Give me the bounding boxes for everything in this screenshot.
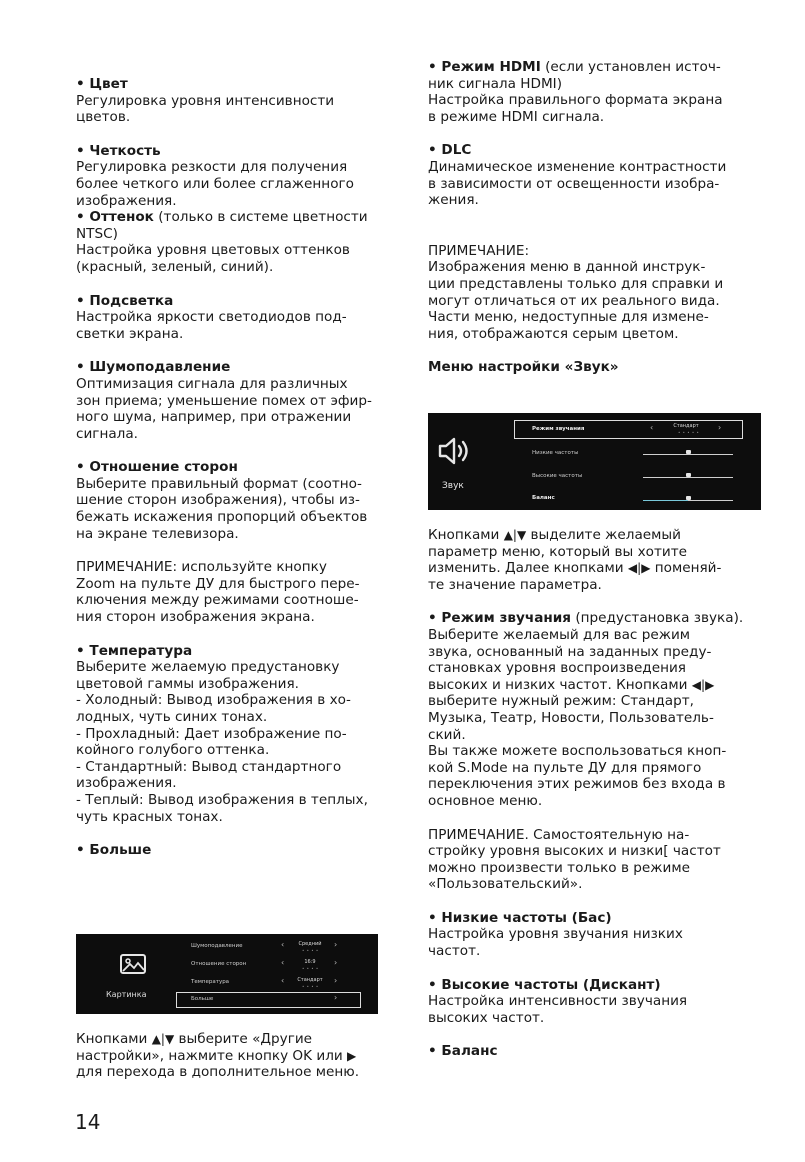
nav-text-4: для перехода в дополнительное меню. xyxy=(76,1064,360,1081)
picture-menu-label: Картинка xyxy=(106,990,147,999)
heading-backlight: • Подсветка xyxy=(76,292,174,309)
sound-row-mode-value: Стандарт xyxy=(673,423,699,429)
sound-menu-heading: Меню настройки «Звук» xyxy=(428,359,619,376)
section-note-user xyxy=(428,827,758,893)
picture-menu-panel xyxy=(76,934,378,1014)
value-dots: • • • • xyxy=(302,984,319,989)
picture-row-aspect-label[interactable]: Отношение сторон xyxy=(191,961,247,967)
heading-tint xyxy=(76,209,398,226)
picture-row-noise-label[interactable]: Шумоподавление xyxy=(191,943,243,949)
heading-balance: • Баланс xyxy=(428,1043,498,1060)
section-color xyxy=(76,76,398,126)
heading-bass: • Низкие частоты (Бас) xyxy=(428,909,612,926)
right-column-lower xyxy=(428,527,758,1077)
section-sound-mode xyxy=(428,610,758,809)
text-backlight: Настройка яркости светодиодов под- светки экрана. xyxy=(76,309,347,342)
picture-row-noise-value: Средний xyxy=(298,941,322,947)
heading-color: • Цвет xyxy=(76,76,128,92)
sound-menu-panel xyxy=(428,413,761,510)
value-dots: • • • • xyxy=(302,966,319,971)
text-sound-mode-1a: Выберите желаемый для вас режим звука, основанный на заданных преду- становках уровня воспроизведения высоких и низких частот. Кнопками xyxy=(428,626,712,693)
left-column xyxy=(76,76,398,876)
chevron-right-icon[interactable]: › xyxy=(334,940,338,949)
text-sharpness: Регулировка резкости для получения более четкого или более сглаженного изображения. xyxy=(76,159,354,209)
treble-slider[interactable] xyxy=(643,477,733,478)
chevron-right-icon[interactable]: › xyxy=(334,976,338,985)
bass-slider-knob[interactable] xyxy=(686,450,691,454)
sound-row-treble-label[interactable]: Высокие частоты xyxy=(532,473,583,479)
heading-temperature: • Температура xyxy=(76,642,193,659)
text-color: Регулировка уровня интенсивности цветов. xyxy=(76,92,335,126)
section-noise xyxy=(76,359,398,442)
snd-nav-2: выделите желаемый xyxy=(526,527,681,543)
picture-row-temperature-label[interactable]: Температура xyxy=(191,979,230,985)
value-dots: • • • • xyxy=(302,948,319,953)
heading-hdmi xyxy=(428,59,758,76)
text-sound-mode-1 xyxy=(428,627,758,693)
text-hdmi: ник сигнала HDMI) Настройка правильного формата экрана в режиме HDMI сигнала. xyxy=(428,75,723,125)
nav-text-3: настройки», нажмите кнопку OK или xyxy=(76,1047,348,1064)
chevron-right-icon[interactable]: › xyxy=(718,423,722,432)
heading-hdmi-title: • Режим HDMI xyxy=(428,59,541,75)
chevron-left-icon[interactable]: ‹ xyxy=(650,423,654,432)
leftright-arrows-icon: ◀|▶ xyxy=(691,677,715,692)
nav-text-1: Кнопками xyxy=(76,1031,152,1047)
heading-dlc: • DLC xyxy=(428,142,472,159)
bass-slider[interactable] xyxy=(643,454,733,455)
sound-row-bass-label[interactable]: Низкие частоты xyxy=(532,450,579,456)
heading-treble: • Высокие частоты (Дискант) xyxy=(428,976,661,993)
heading-aspect: • Отношение сторон xyxy=(76,459,238,476)
section-sharpness xyxy=(76,143,398,209)
heading-sound-mode-rest: (предустановка звука). xyxy=(571,610,744,627)
text-aspect: Выберите правильный формат (соотно- шение сторон изображения), чтобы из- бежать искажения пропорций объектов на экране телевизора. xyxy=(76,475,368,542)
chevron-right-icon[interactable]: › xyxy=(334,958,338,967)
section-backlight xyxy=(76,293,398,343)
text-tint: NTSC) Настройка уровня цветовых оттенков (красный, зеленый, синий). xyxy=(76,225,350,275)
text-sound-mode-2: выберите нужный режим: Стандарт, Музыка, Театр, Новости, Пользователь- ский. Вы также можете воспользоваться кноп- кой S.Mode на пульте ДУ для прямого переключения этих режимов без входа в основное меню. xyxy=(428,693,727,809)
heading-more: • Больше xyxy=(76,842,152,859)
text-temperature: Выберите желаемую предустановку цветовой гаммы изображения. - Холодный: Вывод изображения в хо- лодных, чуть синих тонах. - Прохладный: Дает изображение по- койного голубого оттенка. - Стандартный: Вывод стандартного изображения. - Теплый: Вывод изображения в теплых, чуть красных тонах. xyxy=(76,659,368,825)
balance-slider-right[interactable] xyxy=(688,500,733,501)
text-note-menus: ПРИМЕЧАНИЕ: Изображения меню в данной инструк- ции представлены только для справки и могут отличаться от их реального вида. Части меню, недоступные для измене- ния, отображаются серым цветом. xyxy=(428,242,724,342)
nav-text-2: выберите «Другие xyxy=(174,1031,313,1047)
snd-nav-5: поменяй- xyxy=(650,560,722,577)
section-temperature xyxy=(76,643,398,826)
balance-slider-knob[interactable] xyxy=(686,496,691,500)
picture-nav-instructions xyxy=(76,1031,398,1081)
balance-slider-left[interactable] xyxy=(643,500,688,501)
heading-hdmi-rest: (если установлен источ- xyxy=(540,59,721,75)
text-note-user: ПРИМЕЧАНИЕ. Самостоятельную на- стройку уровня высоких и низки[ частот можно произвести только в режиме «Пользовательский». xyxy=(428,826,721,893)
text-bass: Настройка уровня звучания низких частот. xyxy=(428,926,683,960)
page-number: 14 xyxy=(75,1110,101,1134)
snd-nav-1: Кнопками xyxy=(428,527,504,543)
text-noise: Оптимизация сигнала для различных зон приема; уменьшение помех от эфир- ного шума, например, при отражении сигнала. xyxy=(76,375,372,442)
right-column xyxy=(428,59,758,393)
heading-sound-mode xyxy=(428,610,758,627)
updown-arrows-icon: ▲|▼ xyxy=(151,1032,175,1046)
sound-menu-label: Звук xyxy=(442,481,464,491)
section-dlc xyxy=(428,142,758,208)
section-more xyxy=(76,842,398,859)
sound-row-balance-label[interactable]: Баланс xyxy=(532,495,555,501)
snd-nav-4: изменить. Далее кнопками xyxy=(428,560,628,577)
chevron-left-icon[interactable]: ‹ xyxy=(281,940,285,949)
treble-slider-knob[interactable] xyxy=(686,473,691,477)
updown-arrows-icon: ▲|▼ xyxy=(503,528,527,542)
picture-row-aspect-value: 16:9 xyxy=(304,959,316,965)
chevron-left-icon[interactable]: ‹ xyxy=(281,976,285,985)
heading-noise: • Шумоподавление xyxy=(76,359,231,376)
text-dlc: Динамическое изменение контрастности в зависимости от освещенности изобра- жения. xyxy=(428,158,727,209)
section-hdmi xyxy=(428,59,758,125)
chevron-right-icon[interactable]: › xyxy=(334,993,338,1002)
section-aspect xyxy=(76,459,398,542)
section-note-menus xyxy=(428,243,758,343)
text-note-zoom: ПРИМЕЧАНИЕ: используйте кнопку Zoom на пульте ДУ для быстрого пере- ключения между режимами соотноше- ния сторон изображения экрана. xyxy=(76,559,360,626)
picture-row-temperature-value: Стандарт xyxy=(297,977,323,983)
picture-icon xyxy=(120,954,146,974)
section-treble xyxy=(428,977,758,1027)
heading-sound-mode-title: • Режим звучания xyxy=(428,610,572,627)
text-treble: Настройка интенсивности звучания высоких частот. xyxy=(428,993,688,1026)
leftright-arrows-icon: ◀|▶ xyxy=(627,561,651,576)
snd-nav-3: параметр меню, который вы хотите xyxy=(428,543,687,560)
section-sound-nav xyxy=(428,527,758,593)
heading-sharpness: • Четкость xyxy=(76,142,161,159)
heading-tint-title: • Оттенок xyxy=(76,209,154,226)
picture-row-more-label[interactable]: Больше xyxy=(191,996,214,1002)
snd-nav-6: те значение параметра. xyxy=(428,576,602,593)
chevron-left-icon[interactable]: ‹ xyxy=(281,958,285,967)
section-balance xyxy=(428,1043,758,1060)
heading-tint-rest: (только в системе цветности xyxy=(153,209,368,226)
speaker-icon xyxy=(438,436,472,466)
section-tint xyxy=(76,209,398,275)
right-arrow-icon: ▶ xyxy=(347,1048,357,1063)
value-dots: • • • • • xyxy=(678,430,700,435)
section-bass xyxy=(428,910,758,960)
sound-row-mode-label[interactable]: Режим звучания xyxy=(532,426,585,432)
section-note-zoom xyxy=(76,559,398,625)
